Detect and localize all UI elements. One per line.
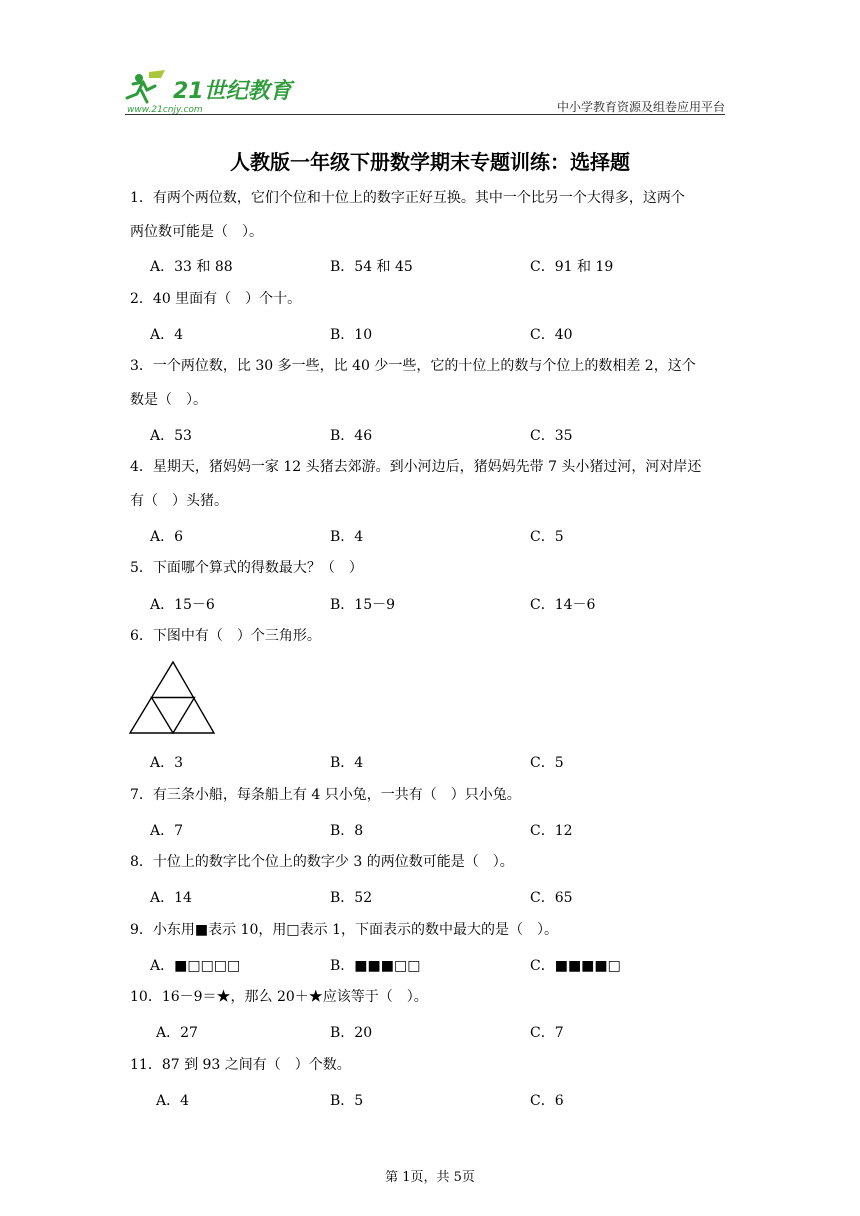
option-a[interactable]: A．53 xyxy=(150,428,192,444)
page-header xyxy=(125,66,725,116)
question-1-options xyxy=(150,256,750,276)
question-2 xyxy=(130,282,730,316)
logo-flag-icon xyxy=(149,70,165,78)
option-a[interactable]: A．14 xyxy=(150,890,192,906)
option-c[interactable]: C．40 xyxy=(530,327,573,343)
option-c[interactable]: C．35 xyxy=(530,428,573,444)
question-8-line-1: 8．十位上的数字比个位上的数字少 3 的两位数可能是（ ）。 xyxy=(130,854,514,870)
option-b[interactable]: B．54 和 45 xyxy=(330,259,413,275)
option-b[interactable]: B．52 xyxy=(330,890,373,906)
question-7-options xyxy=(150,820,750,840)
option-a[interactable]: A．3 xyxy=(150,755,184,771)
question-7 xyxy=(130,778,730,812)
option-b[interactable]: B．4 xyxy=(330,529,364,545)
question-7-line-1: 7．有三条小船，每条船上有 4 只小兔，一共有（ ）只小兔。 xyxy=(130,787,521,803)
option-a[interactable]: A．27 xyxy=(156,1025,198,1041)
option-a[interactable]: A．4 xyxy=(156,1093,190,1109)
option-b[interactable]: B．10 xyxy=(330,327,373,343)
option-c[interactable]: C．65 xyxy=(530,890,573,906)
logo-main-text: 21世纪教育 xyxy=(173,79,292,104)
question-2-line-1: 2．40 里面有（ ）个十。 xyxy=(130,291,302,307)
option-c[interactable]: C．5 xyxy=(530,755,564,771)
option-c[interactable]: C．91 和 19 xyxy=(530,259,614,275)
question-9-options xyxy=(150,955,750,975)
option-a[interactable]: A．15－6 xyxy=(150,597,215,613)
header-platform-text: 中小学教育资源及组卷应用平台 xyxy=(556,100,725,114)
option-b[interactable]: B．4 xyxy=(330,755,364,771)
question-10 xyxy=(130,980,730,1014)
question-1-line-1: 1．有两个两位数，它们个位和十位上的数字正好互换。其中一个比另一个大得多，这两个 xyxy=(130,190,685,206)
logo xyxy=(125,66,305,116)
option-c[interactable]: C．12 xyxy=(530,823,573,839)
question-4-line-1: 4．星期天，猪妈妈一家 12 头猪去郊游。到小河边后，猪妈妈先带 7 头小猪过河，河对岸还 xyxy=(130,459,702,475)
question-4 xyxy=(130,450,730,518)
option-c[interactable]: C．5 xyxy=(530,529,564,545)
option-c[interactable]: C．6 xyxy=(530,1093,564,1109)
question-8-options xyxy=(150,887,750,907)
option-b[interactable]: B．20 xyxy=(330,1025,373,1041)
question-3-line-1: 3．一个两位数，比 30 多一些，比 40 少一些，它的十位上的数与个位上的数相差 2，这个 xyxy=(130,358,696,374)
option-a[interactable]: A．6 xyxy=(150,529,184,545)
question-9 xyxy=(130,913,730,947)
page-footer: 第 1页，共 5页 xyxy=(385,1170,475,1185)
question-1 xyxy=(130,181,730,249)
option-a[interactable]: A．4 xyxy=(150,327,184,343)
option-a[interactable]: A．7 xyxy=(150,823,184,839)
option-b[interactable]: B．46 xyxy=(330,428,373,444)
question-10-options xyxy=(150,1022,750,1042)
question-8 xyxy=(130,845,730,879)
question-3-options xyxy=(150,425,750,445)
question-5-options xyxy=(150,594,750,614)
question-6-line-1: 6．下图中有（ ）个三角形。 xyxy=(130,628,321,644)
logo-runner-body-icon xyxy=(127,82,155,102)
question-6 xyxy=(130,619,730,653)
question-1-line-2: 两位数可能是（ ）。 xyxy=(130,224,263,240)
header-divider xyxy=(125,114,725,115)
inner-triangle xyxy=(152,698,195,734)
option-b[interactable]: B．8 xyxy=(330,823,364,839)
question-3-line-2: 数是（ ）。 xyxy=(130,392,207,408)
question-11 xyxy=(130,1048,730,1082)
question-4-options xyxy=(150,526,750,546)
triangle-figure xyxy=(128,660,218,736)
question-10-line-1: 10．16－9＝★，那么 20＋★应该等于（ ）。 xyxy=(130,989,428,1005)
option-c[interactable]: C．■■■■□ xyxy=(530,958,621,974)
question-2-options xyxy=(150,324,750,344)
question-11-line-1: 11．87 到 93 之间有（ ）个数。 xyxy=(130,1057,351,1073)
option-a[interactable]: A．33 和 88 xyxy=(150,259,233,275)
page-title: 人教版一年级下册数学期末专题训练：选择题 xyxy=(230,150,630,174)
question-3 xyxy=(130,349,730,417)
option-a[interactable]: A．■□□□□ xyxy=(150,958,241,974)
option-c[interactable]: C．14－6 xyxy=(530,597,596,613)
question-5 xyxy=(130,551,730,585)
option-b[interactable]: B．5 xyxy=(330,1093,364,1109)
option-c[interactable]: C．7 xyxy=(530,1025,564,1041)
question-6-options xyxy=(150,752,750,772)
option-b[interactable]: B．■■■□□ xyxy=(330,958,421,974)
question-5-line-1: 5．下面哪个算式的得数最大？（ ） xyxy=(130,560,363,576)
question-4-line-2: 有（ ）头猪。 xyxy=(130,493,228,509)
question-11-options xyxy=(150,1090,750,1110)
question-9-line-1: 9．小东用■表示 10，用□表示 1，下面表示的数中最大的是（ ）。 xyxy=(130,922,558,938)
option-b[interactable]: B．15－9 xyxy=(330,597,396,613)
logo-sub-text: www.21cnjy.com xyxy=(127,105,203,115)
